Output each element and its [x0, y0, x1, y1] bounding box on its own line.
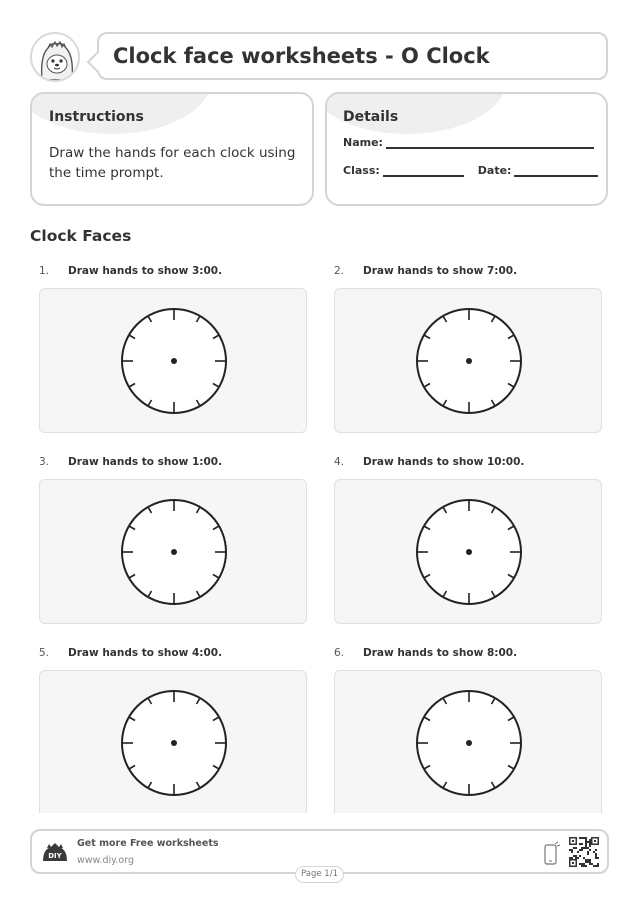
- clock-face-icon: [120, 689, 228, 797]
- section-title: Clock Faces: [30, 227, 132, 245]
- class-date-row: [343, 164, 606, 177]
- footer-link[interactable]: www.diy.org: [77, 855, 134, 866]
- page-number: Page 1/1: [295, 866, 344, 883]
- title-banner: [97, 32, 608, 80]
- instructions-heading: Instructions: [49, 109, 144, 125]
- clock-panel[interactable]: [39, 288, 307, 433]
- question-prompt: Draw hands to show 8:00.: [363, 647, 518, 659]
- question-number: 4.: [334, 456, 345, 468]
- clock-face-icon: [415, 307, 523, 415]
- clock-panel[interactable]: [39, 479, 307, 624]
- class-field[interactable]: [383, 165, 464, 177]
- clock-face-icon: [120, 498, 228, 606]
- clock-face-icon: [120, 307, 228, 415]
- instructions-card: [30, 92, 314, 206]
- question-prompt: Draw hands to show 3:00.: [68, 265, 223, 277]
- qr-code-icon: [569, 837, 599, 867]
- question-prompt: Draw hands to show 4:00.: [68, 647, 223, 659]
- yeti-mascot-icon: [32, 34, 80, 82]
- question-number: 3.: [39, 456, 50, 468]
- details-card: [325, 92, 608, 206]
- details-heading: Details: [343, 109, 399, 125]
- svg-text:DIY: DIY: [48, 852, 62, 860]
- clock-panel[interactable]: [39, 670, 307, 813]
- clock-panel[interactable]: [334, 479, 602, 624]
- question-number: 2.: [334, 265, 345, 277]
- question-prompt: Draw hands to show 7:00.: [363, 265, 518, 277]
- name-field-row: [343, 136, 606, 149]
- footer-promo-text: Get more Free worksheets: [77, 838, 219, 849]
- clock-panel[interactable]: [334, 670, 602, 813]
- question-number: 6.: [334, 647, 345, 659]
- question-number: 5.: [39, 647, 50, 659]
- diy-logo-icon: [41, 841, 69, 865]
- question-number: 1.: [39, 265, 50, 277]
- question-prompt: Draw hands to show 10:00.: [363, 456, 525, 468]
- page-title: Clock face worksheets - O Clock: [113, 44, 490, 68]
- clock-face-icon: [415, 689, 523, 797]
- clock-face-icon: [415, 498, 523, 606]
- phone-icon: [543, 841, 561, 867]
- avatar: [30, 32, 80, 82]
- instructions-text: Draw the hands for each clock using the time prompt.: [49, 145, 296, 181]
- question-prompt: Draw hands to show 1:00.: [68, 456, 223, 468]
- class-label: Class:: [343, 164, 380, 177]
- date-label: Date:: [477, 164, 512, 177]
- name-field[interactable]: [386, 137, 594, 149]
- name-label: Name:: [343, 136, 383, 149]
- clock-panel[interactable]: [334, 288, 602, 433]
- date-field[interactable]: [514, 165, 598, 177]
